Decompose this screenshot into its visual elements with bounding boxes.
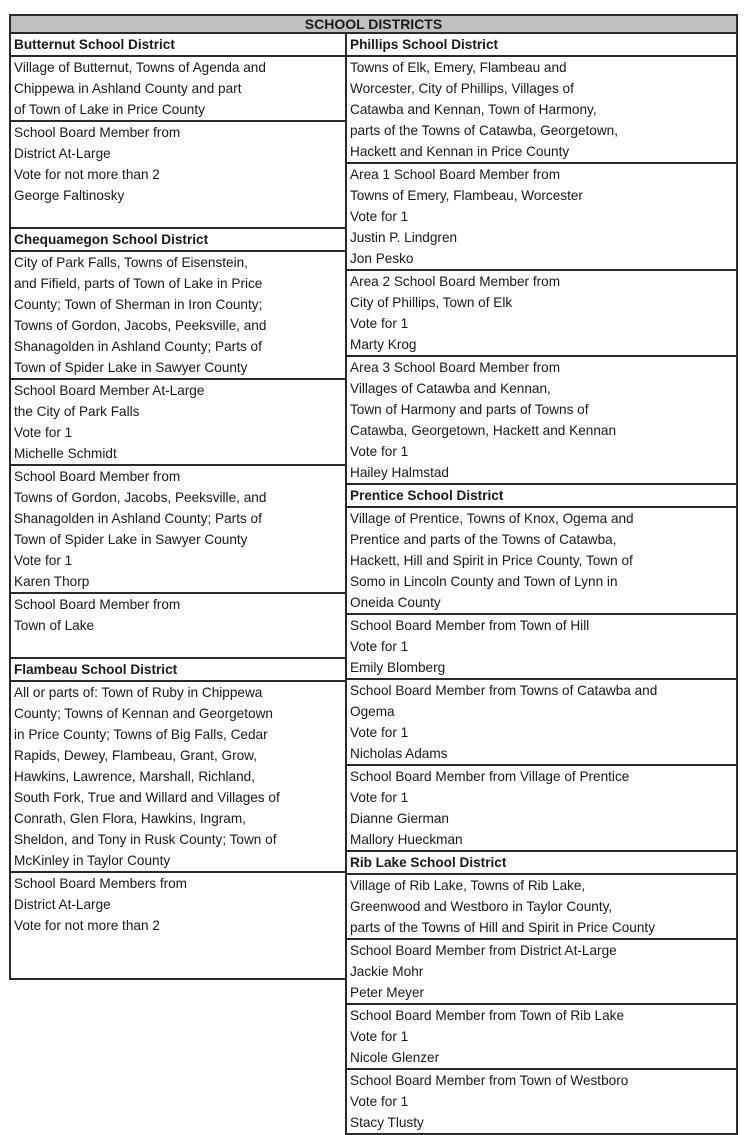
left-column xyxy=(9,34,346,980)
text-line: Chippewa in Ashland County and part xyxy=(14,81,242,96)
district-name: Phillips School District xyxy=(350,37,499,52)
district-header xyxy=(9,659,346,682)
district-area xyxy=(345,57,738,164)
text-line: Stacy Tlusty xyxy=(350,1115,424,1130)
text-line: Area 3 School Board Member from xyxy=(350,360,561,375)
text-line: Rapids, Dewey, Flambeau, Grant, Grow, xyxy=(14,748,258,763)
text-line: Peter Meyer xyxy=(350,985,425,1000)
race-block xyxy=(345,615,738,680)
text-line: All or parts of: Town of Ruby in Chippewa xyxy=(14,685,263,700)
text-line: Vote for 1 xyxy=(350,725,409,740)
text-line: Villages of Catawba and Kennan, xyxy=(350,381,551,396)
text-line: Jon Pesko xyxy=(350,251,414,266)
text-line: George Faltinosky xyxy=(14,188,125,203)
text-line: Hackett, Hill and Spirit in Price County, Town of xyxy=(350,553,633,568)
text-line: Village of Prentice, Towns of Knox, Ogema and xyxy=(350,511,634,526)
text-line: Towns of Gordon, Jacobs, Peeksville, and xyxy=(14,490,267,505)
text-line: School Board Member from Village of Prentice xyxy=(350,769,630,784)
text-line: Hackett and Kennan in Price County xyxy=(350,144,570,159)
race-block xyxy=(345,357,738,485)
district-area xyxy=(9,57,346,122)
right-column xyxy=(345,34,738,1135)
race-block xyxy=(345,766,738,852)
text-line: County; Town of Sherman in Iron County; xyxy=(14,297,263,312)
text-line: Michelle Schmidt xyxy=(14,446,117,461)
race-block xyxy=(345,1005,738,1070)
text-line: Nicole Glenzer xyxy=(350,1050,440,1065)
text-line: School Board Member from xyxy=(14,597,181,612)
text-line: Greenwood and Westboro in Taylor County, xyxy=(350,899,613,914)
text-line: Dianne Gierman xyxy=(350,811,449,826)
text-line: School Board Member from District At-Large xyxy=(350,943,617,958)
district-area xyxy=(345,508,738,615)
text-line: District At-Large xyxy=(14,897,111,912)
district-name: Prentice School District xyxy=(350,488,504,503)
text-line xyxy=(14,936,346,957)
text-line: Ogema xyxy=(350,704,395,719)
text-line: Catawba and Kennan, Town of Harmony, xyxy=(350,102,597,117)
text-line: Vote for 1 xyxy=(350,444,409,459)
district-name: Butternut School District xyxy=(14,37,175,52)
text-line: parts of the Towns of Catawba, Georgetown, xyxy=(350,123,618,138)
text-line: County; Towns of Kennan and Georgetown xyxy=(14,706,273,721)
text-line: Marty Krog xyxy=(350,337,417,352)
text-line: Emily Blomberg xyxy=(350,660,446,675)
race-block xyxy=(345,271,738,357)
text-line: Nicholas Adams xyxy=(350,746,448,761)
text-line: Jackie Mohr xyxy=(350,964,424,979)
district-header xyxy=(345,34,738,57)
race-block xyxy=(345,164,738,271)
text-line: the City of Park Falls xyxy=(14,404,140,419)
district-header xyxy=(345,485,738,508)
text-line: of Town of Lake in Price County xyxy=(14,102,205,117)
text-line: Somo in Lincoln County and Town of Lynn in xyxy=(350,574,618,589)
race-block xyxy=(9,122,346,229)
text-line: Town of Spider Lake in Sawyer County xyxy=(14,532,248,547)
text-line: Shanagolden in Ashland County; Parts of xyxy=(14,339,262,354)
text-line: District At-Large xyxy=(14,146,111,161)
text-line: City of Park Falls, Towns of Eisenstein, xyxy=(14,255,248,270)
text-line: Town of Spider Lake in Sawyer County xyxy=(14,360,248,375)
page-title: SCHOOL DISTRICTS xyxy=(9,14,738,34)
text-line: South Fork, True and Willard and Villages of xyxy=(14,790,280,805)
text-line: Karen Thorp xyxy=(14,574,90,589)
text-line: Vote for 1 xyxy=(350,209,409,224)
district-header xyxy=(345,852,738,875)
text-line xyxy=(14,636,346,657)
text-line: Mallory Hueckman xyxy=(350,832,463,847)
race-block xyxy=(345,1070,738,1135)
text-line: Sheldon, and Tony in Rusk County; Town of xyxy=(14,832,277,847)
text-line: Vote for 1 xyxy=(350,316,409,331)
text-line: Vote for not more than 2 xyxy=(14,918,160,933)
text-line: Vote for 1 xyxy=(350,639,409,654)
text-line: Catawba, Georgetown, Hackett and Kennan xyxy=(350,423,617,438)
text-line: Towns of Emery, Flambeau, Worcester xyxy=(350,188,583,203)
text-line: parts of the Towns of Hill and Spirit in Price County xyxy=(350,920,655,935)
text-line: Hawkins, Lawrence, Marshall, Richland, xyxy=(14,769,256,784)
text-line: in Price County; Towns of Big Falls, Cedar xyxy=(14,727,268,742)
text-line: Vote for not more than 2 xyxy=(14,167,160,182)
text-line: Village of Rib Lake, Towns of Rib Lake, xyxy=(350,878,586,893)
district-area xyxy=(9,252,346,380)
district-name: Rib Lake School District xyxy=(350,855,507,870)
text-line: School Board Members from xyxy=(14,876,188,891)
race-block xyxy=(9,594,346,659)
text-line: Prentice and parts of the Towns of Catawba, xyxy=(350,532,617,547)
race-block xyxy=(345,680,738,766)
text-line: School Board Member from xyxy=(14,469,181,484)
district-header xyxy=(9,229,346,252)
text-line: School Board Member from Town of Westboro xyxy=(350,1073,629,1088)
race-block xyxy=(9,380,346,466)
text-line: Town of Lake xyxy=(14,618,95,633)
text-line xyxy=(14,206,346,227)
text-line: Vote for 1 xyxy=(350,1094,409,1109)
text-line: School Board Member from Town of Rib Lake xyxy=(350,1008,625,1023)
text-line: Vote for 1 xyxy=(14,425,73,440)
text-line: Vote for 1 xyxy=(14,553,73,568)
text-line: School Board Member from Towns of Catawba and xyxy=(350,683,658,698)
text-line: Worcester, City of Phillips, Villages of xyxy=(350,81,574,96)
text-line: Shanagolden in Ashland County; Parts of xyxy=(14,511,262,526)
text-line: Town of Harmony and parts of Towns of xyxy=(350,402,589,417)
race-block xyxy=(345,940,738,1005)
text-line: Oneida County xyxy=(350,595,441,610)
text-line: Area 1 School Board Member from xyxy=(350,167,561,182)
text-line: Justin P. Lindgren xyxy=(350,230,458,245)
district-name: Flambeau School District xyxy=(14,662,178,677)
district-area xyxy=(345,875,738,940)
text-line: Area 2 School Board Member from xyxy=(350,274,561,289)
text-line: School Board Member At-Large xyxy=(14,383,205,398)
text-line xyxy=(14,957,346,978)
text-line: McKinley in Taylor County xyxy=(14,853,171,868)
text-line: Conrath, Glen Flora, Hawkins, Ingram, xyxy=(14,811,246,826)
text-line: Towns of Gordon, Jacobs, Peeksville, and xyxy=(14,318,267,333)
district-area xyxy=(9,682,346,873)
district-name: Chequamegon School District xyxy=(14,232,209,247)
text-line: Vote for 1 xyxy=(350,1029,409,1044)
race-block xyxy=(9,466,346,594)
text-line: School Board Member from Town of Hill xyxy=(350,618,590,633)
text-line: Vote for 1 xyxy=(350,790,409,805)
district-header xyxy=(9,34,346,57)
text-line: Village of Butternut, Towns of Agenda and xyxy=(14,60,266,75)
text-line: Hailey Halmstad xyxy=(350,465,449,480)
text-line: and Fifield, parts of Town of Lake in Price xyxy=(14,276,263,291)
text-line: City of Phillips, Town of Elk xyxy=(350,295,513,310)
race-block xyxy=(9,873,346,980)
text-line: School Board Member from xyxy=(14,125,181,140)
text-line: Towns of Elk, Emery, Flambeau and xyxy=(350,60,567,75)
